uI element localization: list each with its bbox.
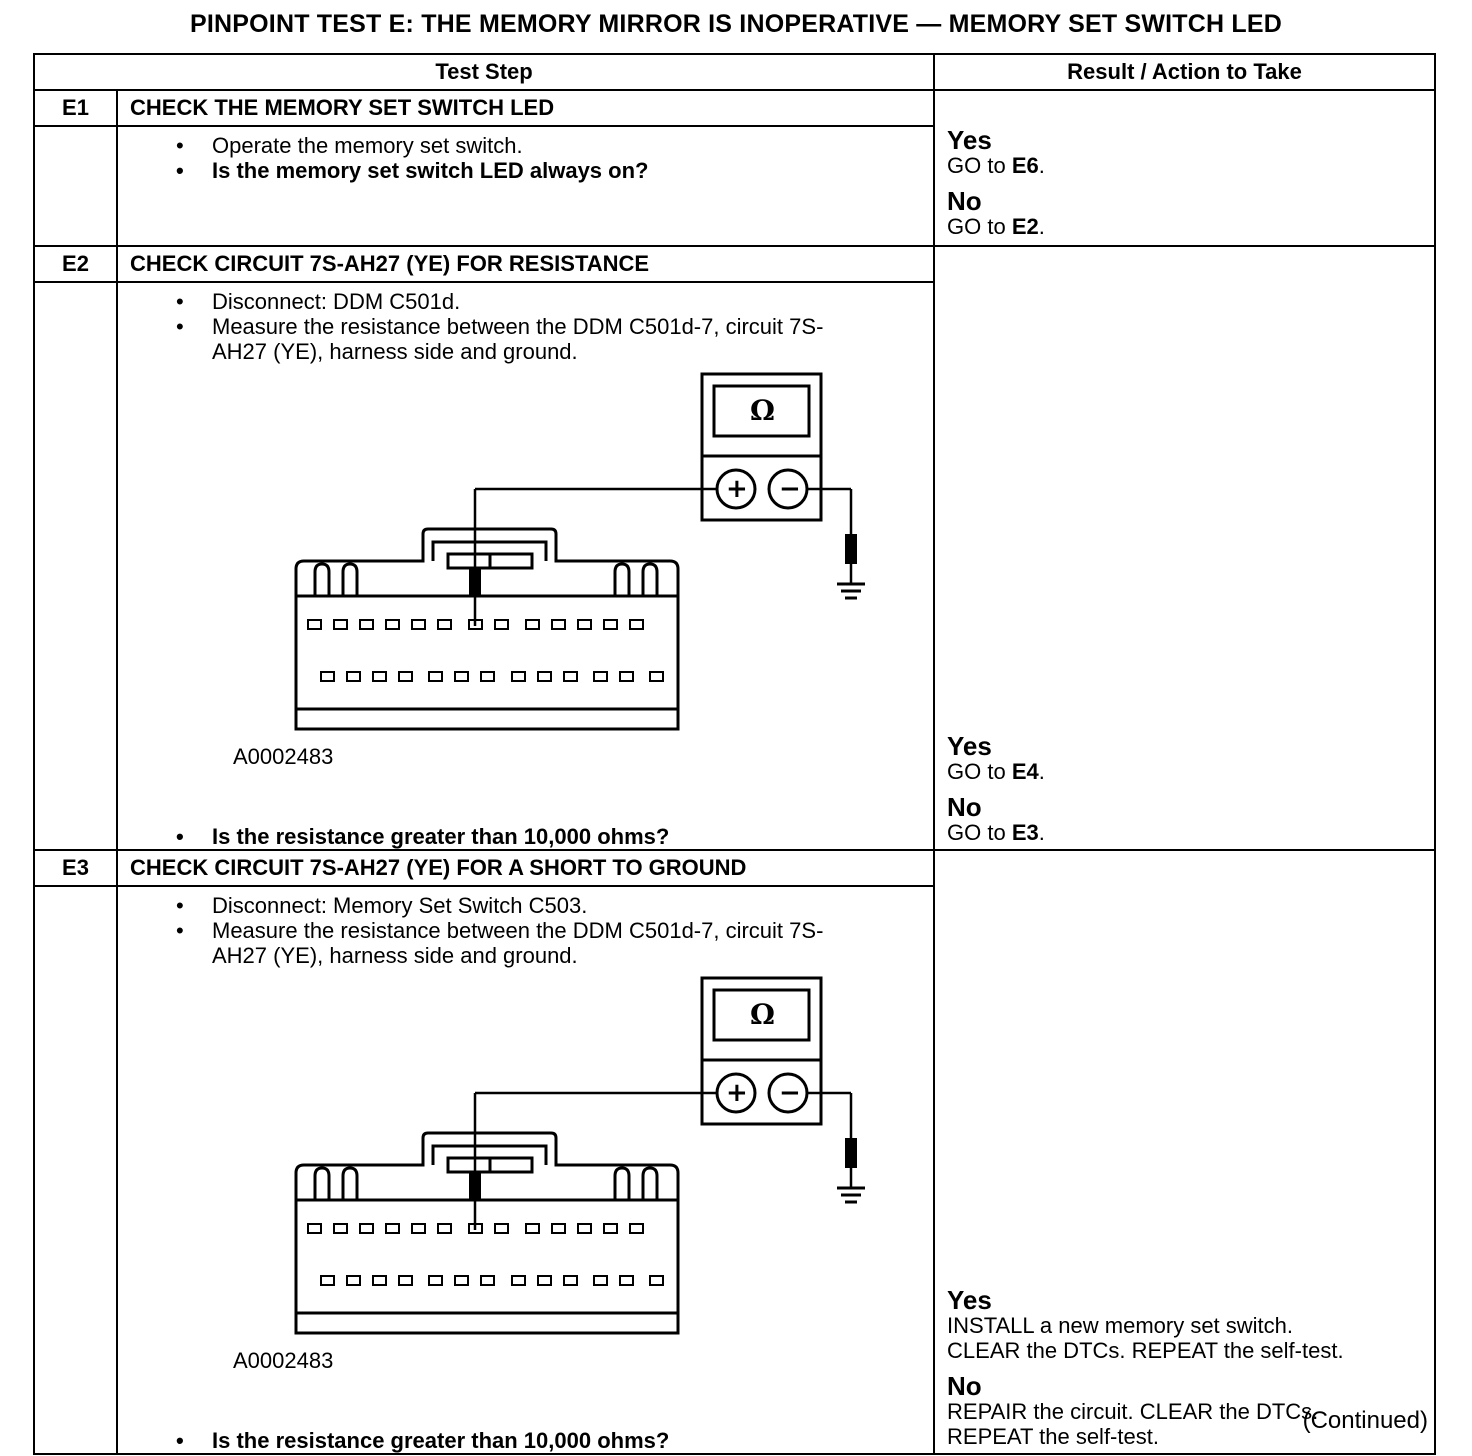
yes-target: E4 bbox=[1011, 759, 1039, 784]
ohm-symbol: Ω bbox=[750, 394, 775, 427]
step-bullet: • Disconnect: Memory Set Switch C503. bbox=[212, 893, 933, 918]
table-header-row bbox=[34, 54, 1435, 90]
no-line: REPAIR the circuit. CLEAR the DTCs. bbox=[947, 1399, 1319, 1424]
step-e1-result bbox=[934, 90, 1435, 246]
ohmmeter-diagram bbox=[118, 364, 1018, 824]
yes-label: Yes bbox=[947, 731, 992, 761]
figure-id: A0002483 bbox=[233, 1348, 334, 1373]
step-id: E2 bbox=[34, 246, 117, 282]
minus-sign: − bbox=[779, 474, 801, 504]
continued-label: (Continued) bbox=[1302, 1407, 1428, 1434]
page-title: PINPOINT TEST E: THE MEMORY MIRROR IS INOPERATIVE — MEMORY SET SWITCH LED bbox=[190, 10, 1282, 38]
yes-line: INSTALL a new memory set switch. bbox=[947, 1313, 1294, 1338]
no-target: E2 bbox=[1011, 214, 1039, 239]
ohm-symbol: Ω bbox=[750, 998, 775, 1031]
no-action: GO to E2. bbox=[947, 214, 1045, 239]
no-line: REPEAT the self-test. bbox=[947, 1424, 1159, 1449]
step-e1-heading-row bbox=[34, 90, 1435, 126]
step-e2-body bbox=[117, 282, 934, 850]
step-bullet: • Operate the memory set switch. bbox=[212, 133, 933, 158]
ohmmeter-connector-figure bbox=[118, 364, 1018, 734]
result-header: Result / Action to Take bbox=[934, 54, 1435, 90]
step-bullet: • Measure the resistance between the DDM C501d-7, circuit 7S-AH27 (YE), harness side and ground. bbox=[212, 314, 933, 364]
no-label: No bbox=[947, 186, 982, 216]
test-step-header: Test Step bbox=[34, 54, 934, 90]
no-label: No bbox=[947, 1371, 982, 1401]
figure-id: A0002483 bbox=[233, 744, 334, 769]
no-label: No bbox=[947, 792, 982, 822]
step-id-spacer bbox=[34, 282, 117, 850]
step-id-spacer bbox=[34, 886, 117, 1454]
yes-action: GO to E4. bbox=[947, 759, 1045, 784]
minus-sign: − bbox=[779, 1078, 801, 1108]
step-question: • Is the resistance greater than 10,000 ohms? bbox=[212, 824, 933, 849]
step-id: E3 bbox=[34, 850, 117, 886]
connector-pins-bottom bbox=[321, 1276, 663, 1285]
step-heading: CHECK CIRCUIT 7S-AH27 (YE) FOR A SHORT TO GROUND bbox=[117, 850, 934, 886]
step-question: • Is the resistance greater than 10,000 ohms? bbox=[212, 1428, 933, 1453]
no-target: E3 bbox=[1011, 820, 1039, 845]
step-e1-body bbox=[117, 126, 934, 246]
plus-sign: + bbox=[726, 474, 748, 504]
ohmmeter-diagram bbox=[118, 968, 1018, 1428]
step-bullet: • Measure the resistance between the DDM C501d-7, circuit 7S-AH27 (YE), harness side and ground. bbox=[212, 918, 933, 968]
step-e3-heading-row bbox=[34, 850, 1435, 886]
step-heading: CHECK THE MEMORY SET SWITCH LED bbox=[117, 90, 934, 126]
step-heading: CHECK CIRCUIT 7S-AH27 (YE) FOR RESISTANCE bbox=[117, 246, 934, 282]
no-action: GO to E3. bbox=[947, 820, 1045, 845]
step-e3-body bbox=[117, 886, 934, 1454]
connector-pins-bottom bbox=[321, 672, 663, 681]
yes-target: E6 bbox=[1011, 153, 1039, 178]
pinpoint-test-table bbox=[33, 53, 1436, 1455]
step-id-spacer bbox=[34, 126, 117, 246]
step-e2-heading-row bbox=[34, 246, 1435, 282]
yes-line: CLEAR the DTCs. REPEAT the self-test. bbox=[947, 1338, 1344, 1363]
step-question: • Is the memory set switch LED always on? bbox=[212, 158, 933, 183]
step-id: E1 bbox=[34, 90, 117, 126]
step-bullet: • Disconnect: DDM C501d. bbox=[212, 289, 933, 314]
plus-sign: + bbox=[726, 1078, 748, 1108]
yes-label: Yes bbox=[947, 1285, 992, 1315]
yes-action: GO to E6. bbox=[947, 153, 1045, 178]
ohmmeter-connector-figure bbox=[118, 968, 1018, 1338]
yes-label: Yes bbox=[947, 125, 992, 155]
